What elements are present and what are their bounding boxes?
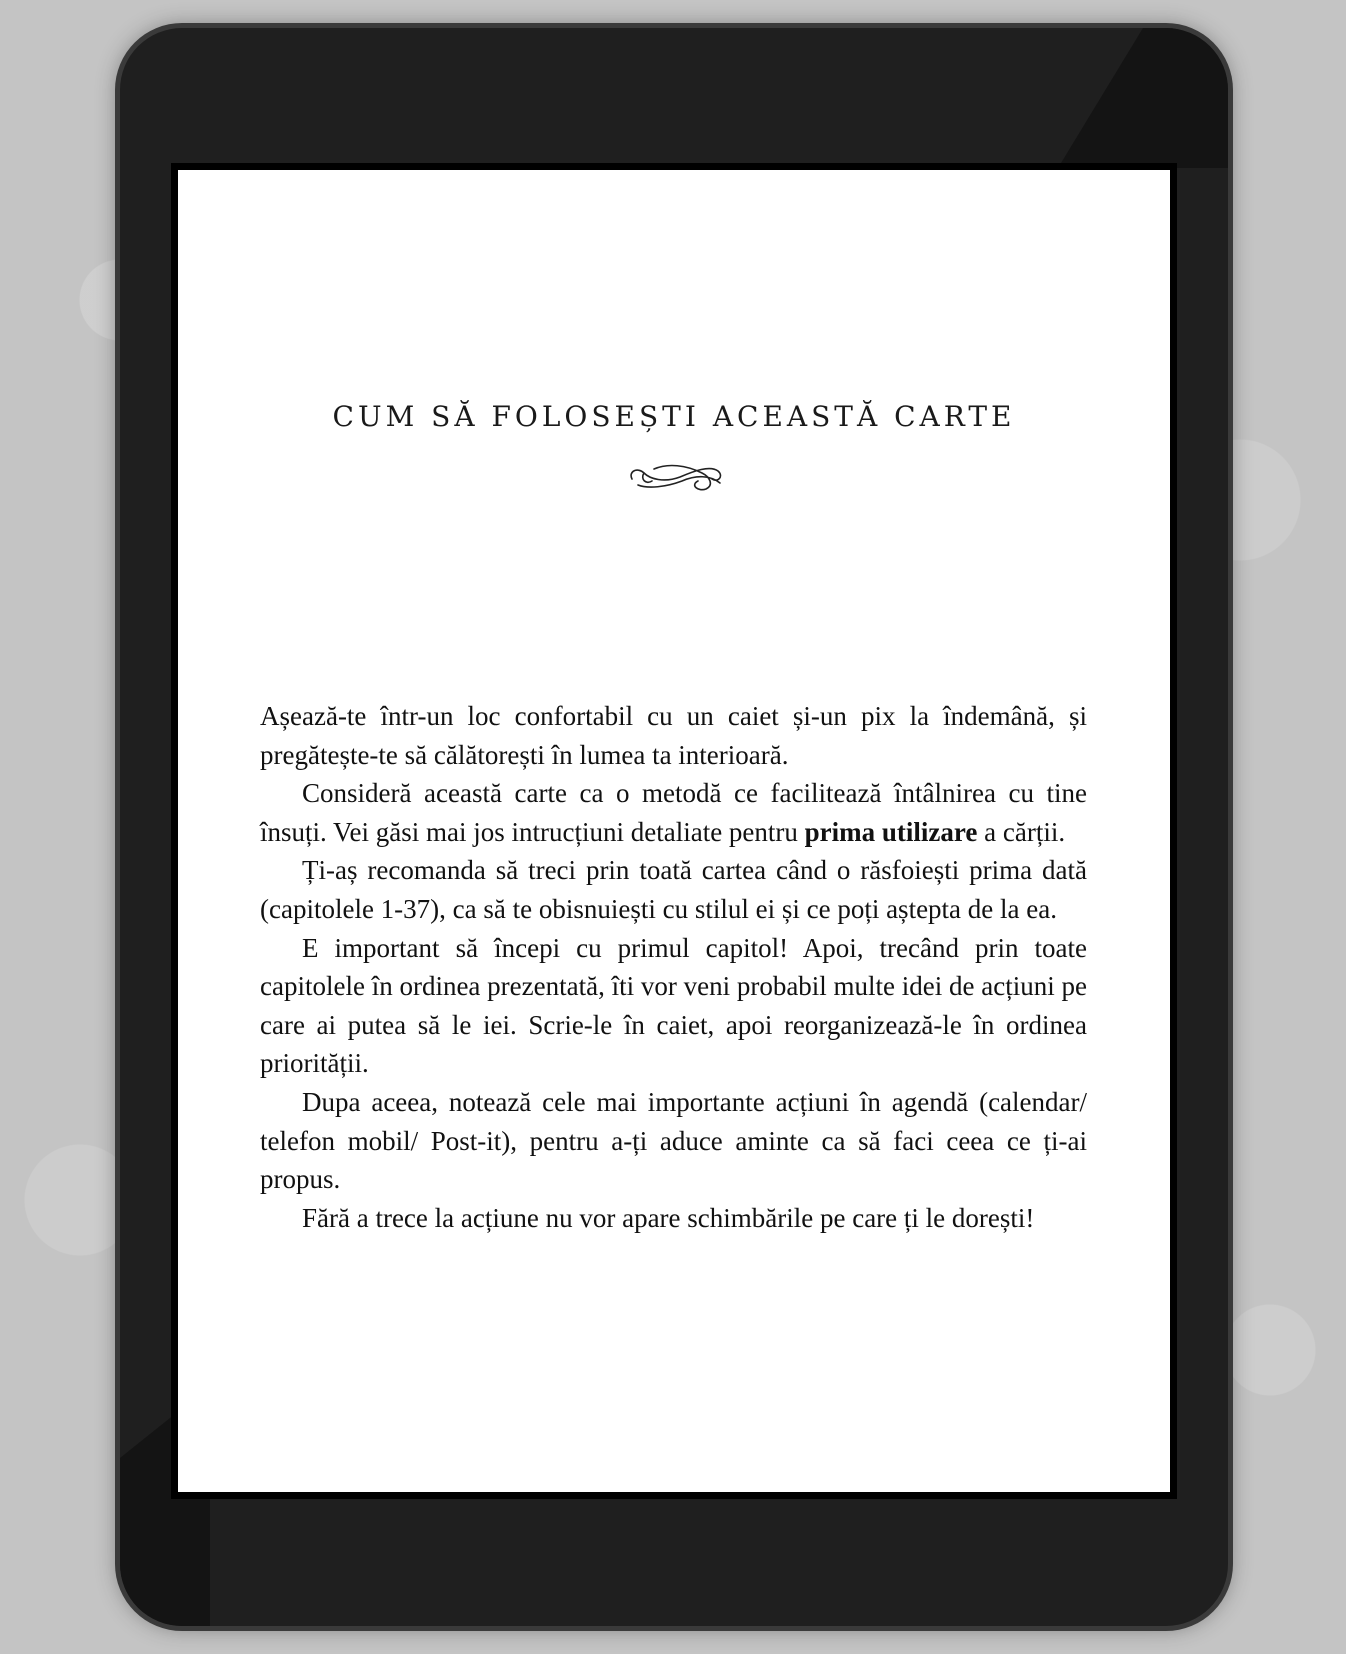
paragraph: Fără a trece la acțiune nu vor apare schimbările pe care ți le dorești!	[302, 1202, 1035, 1233]
chapter-title: CUM SĂ FOLOSEȘTI ACEASTĂ CARTE	[332, 400, 1016, 433]
flourish-ornament-icon	[624, 457, 726, 497]
paragraph	[260, 774, 1087, 851]
paragraph: Așează-te într-un loc confortabil cu un caiet și-un pix la îndemână, și pregătește-te să călătorești în lumea ta interioară.	[260, 701, 1087, 770]
paragraph-text: a cărții.	[977, 816, 1066, 847]
paragraph-text: Consideră această carte ca o metodă ce facilitează întâlnirea cu tine însuți. Vei găsi mai jos intrucțiuni detaliate pentru	[260, 778, 1087, 847]
emphasis-text: prima utilizare	[804, 816, 978, 847]
ereader-screen[interactable]	[178, 170, 1170, 1492]
paragraph: E important să începi cu primul capitol! Apoi, trecând prin toate capitolele în ordinea prezentată, îti vor veni probabil multe idei de acțiuni pe care ai putea să le iei. Scrie-le în caiet, apoi reorganizează-le în ordinea priorității.	[260, 932, 1087, 1079]
bezel-gloss	[1058, 28, 1228, 168]
tablet-device	[120, 28, 1228, 1626]
paragraph: Dupa aceea, notează cele mai importante acțiuni în agendă (calendar/ telefon mobil/ Post-it), pentru a-ți aduce aminte ca să faci ceea ce ți-ai propus.	[260, 1086, 1087, 1195]
body-text	[260, 697, 1087, 1237]
paragraph: Ți-aș recomanda să treci prin toată cartea când o răsfoiești prima dată (capitolele 1-37), ca să te obisnuiești cu stilul ei și ce poți aștepta de la ea.	[260, 855, 1087, 924]
